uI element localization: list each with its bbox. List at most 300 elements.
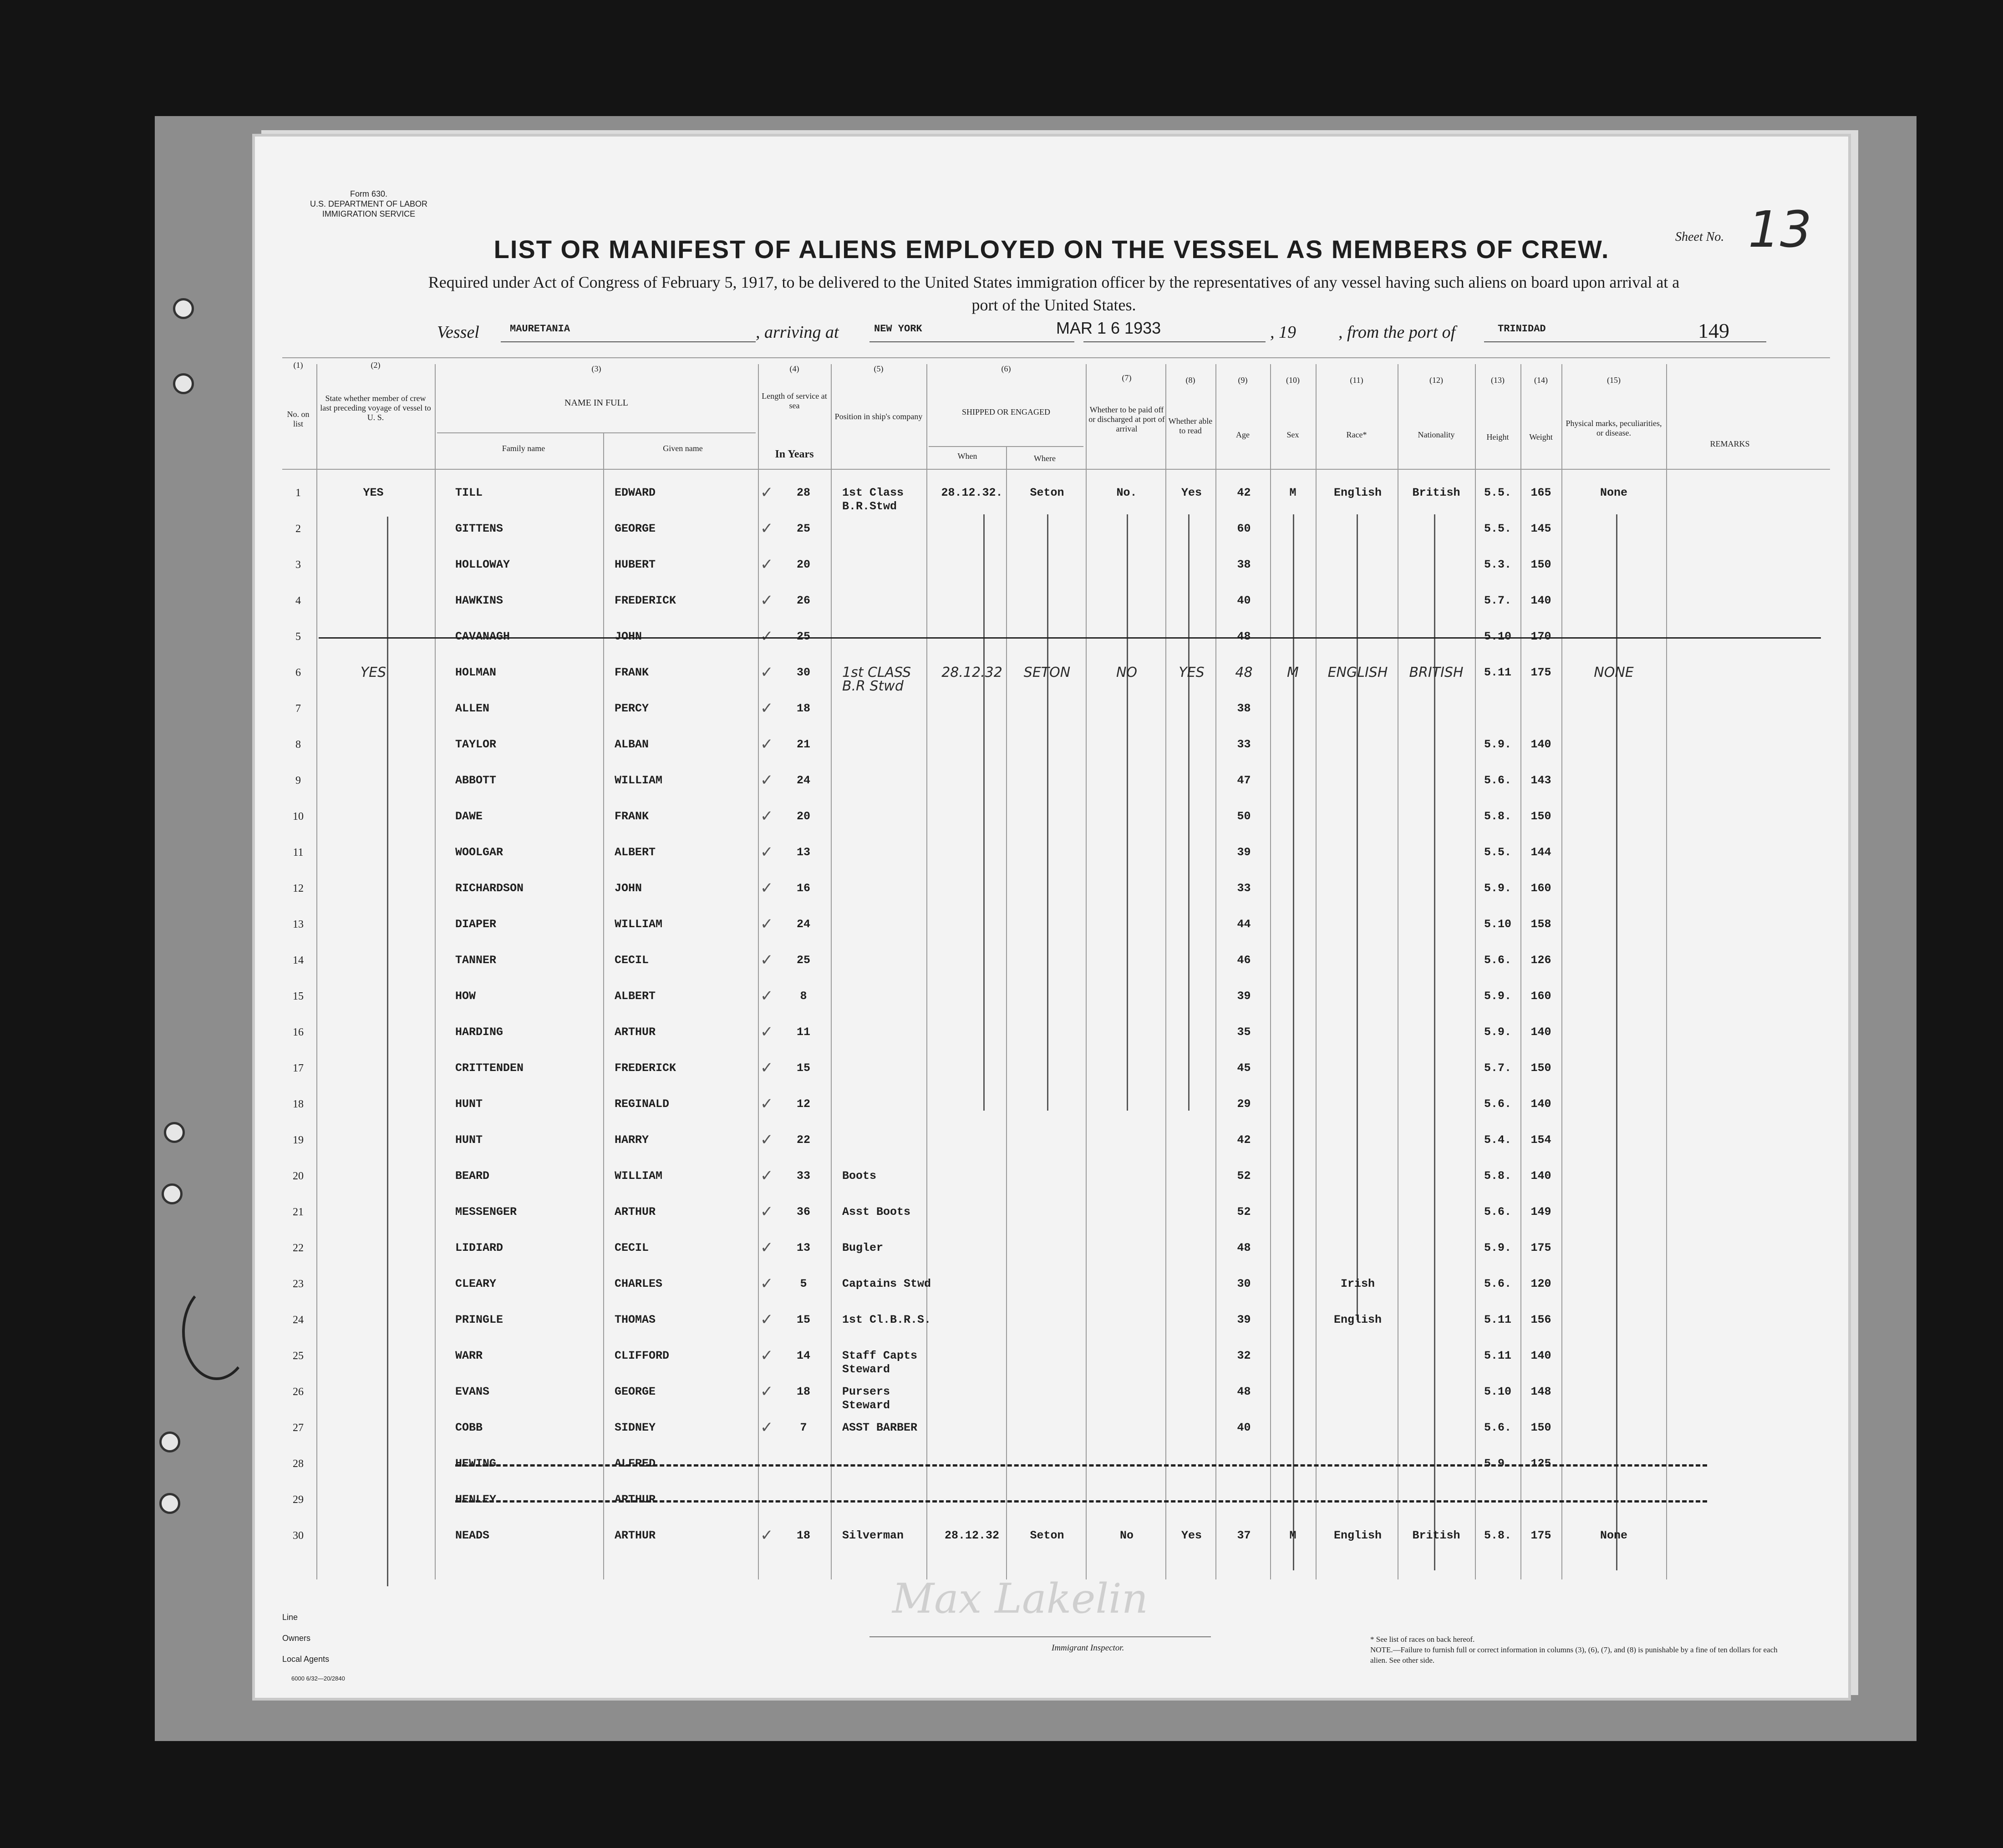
- footer-labels: [282, 1607, 329, 1670]
- cell-no: 10: [293, 811, 304, 822]
- cell-years: 15: [796, 1313, 810, 1326]
- arriving-label: , arriving at: [756, 323, 839, 342]
- cell-height: 5.10: [1484, 918, 1511, 931]
- cell-position: Pursers: [842, 1385, 890, 1398]
- cell-given: HARRY: [615, 1133, 649, 1147]
- cell-height: 5.6.: [1484, 1421, 1511, 1434]
- cell-height: 5.6.: [1484, 774, 1511, 787]
- cell-given: GEORGE: [615, 1385, 656, 1398]
- cell-years: 28: [796, 486, 810, 499]
- grid-col-rule: [1006, 446, 1007, 1579]
- cell-height: 5.7.: [1484, 1061, 1511, 1075]
- cell-position: Staff Capts: [842, 1349, 918, 1362]
- cell-height: 5.6.: [1484, 1097, 1511, 1111]
- cell-no: 28: [293, 1458, 304, 1470]
- cell-years: 13: [796, 1241, 810, 1254]
- col-num-4: (4): [789, 364, 799, 373]
- check-mark: ✓: [760, 916, 773, 933]
- inspector-label: Immigrant Inspector.: [1052, 1643, 1124, 1653]
- cell-height: 5.8.: [1484, 810, 1511, 823]
- cell-weight: 140: [1530, 1169, 1551, 1183]
- cell-years: 33: [796, 1169, 810, 1183]
- cell-age: 39: [1237, 846, 1251, 859]
- cell-when: 28.12.32: [941, 665, 1002, 680]
- cell-family: HARDING: [455, 1026, 503, 1039]
- cell-family: CAVANAGH: [455, 630, 510, 643]
- check-mark: ✓: [760, 664, 773, 681]
- ditto-mark: [983, 514, 985, 1111]
- cell-where: Seton: [1030, 1529, 1064, 1542]
- cell-given: WILLIAM: [615, 774, 663, 787]
- check-mark: ✓: [760, 988, 773, 1005]
- signature-line: [869, 1636, 1211, 1637]
- cell-height: 5.9.: [1484, 738, 1511, 751]
- grid-col-rule: [1165, 364, 1166, 1579]
- cell-given: ALBAN: [615, 738, 649, 751]
- page-number: 149: [1698, 319, 1729, 342]
- cell-years: 11: [796, 1026, 810, 1039]
- cell-years: 25: [796, 954, 810, 967]
- cell-position-line2: B.R.Stwd: [842, 500, 897, 513]
- col-num-9: (9): [1238, 376, 1248, 385]
- punch-hole: [164, 1122, 185, 1143]
- cell-age: 44: [1237, 918, 1251, 931]
- punch-hole: [173, 373, 194, 394]
- cell-no: 15: [293, 990, 304, 1002]
- cell-sex: M: [1289, 1529, 1296, 1542]
- cell-years: 12: [796, 1097, 810, 1111]
- cell-height: 5.5.: [1484, 486, 1511, 499]
- header-in-years: In Years: [775, 448, 814, 460]
- cell-years: 24: [796, 774, 810, 787]
- cell-no: 4: [295, 595, 301, 607]
- cell-height: 5.9.: [1484, 1241, 1511, 1254]
- grid-col-rule: [316, 364, 317, 1579]
- cell-height: 5.3.: [1484, 558, 1511, 571]
- cell-weight: 140: [1530, 1097, 1551, 1111]
- cell-position: ASST BARBER: [842, 1421, 918, 1434]
- cell-position-line2: Steward: [842, 1399, 890, 1412]
- grid-col-rule: [831, 364, 832, 1579]
- manifest-sheet: [255, 137, 1848, 1698]
- cell-height: 5.9.: [1484, 882, 1511, 895]
- cell-age: 60: [1237, 522, 1251, 535]
- grid-top-rule: [282, 357, 1830, 358]
- col-num-1: (1): [293, 360, 303, 370]
- year-label: , 19: [1270, 323, 1296, 342]
- cancel-dashed-line: [455, 1464, 1707, 1467]
- cell-age: 33: [1237, 738, 1251, 751]
- check-mark: ✓: [760, 1203, 773, 1220]
- check-mark: ✓: [760, 808, 773, 825]
- check-mark: ✓: [760, 1347, 773, 1364]
- grid-col-rule: [1561, 364, 1562, 1579]
- owners-label: Owners: [282, 1634, 311, 1643]
- cell-no: 30: [293, 1530, 304, 1542]
- cell-given: WILLIAM: [615, 918, 663, 931]
- cell-family: TAYLOR: [455, 738, 497, 751]
- cell-age: 30: [1237, 1277, 1251, 1290]
- punch-hole: [173, 298, 194, 319]
- cell-weight: 150: [1530, 1061, 1551, 1075]
- cell-years: 18: [796, 1529, 810, 1542]
- cell-when: 28.12.32.: [941, 486, 1003, 499]
- cell-weight: 156: [1530, 1313, 1551, 1326]
- from-port: TRINIDAD: [1498, 323, 1546, 335]
- document-title: LIST OR MANIFEST OF ALIENS EMPLOYED ON THE VESSEL AS MEMBERS OF CREW.: [493, 235, 1610, 264]
- cell-years: 25: [796, 522, 810, 535]
- cell-given: THOMAS: [615, 1313, 656, 1326]
- cell-weight: 148: [1530, 1385, 1551, 1398]
- cell-given: EDWARD: [615, 486, 656, 499]
- cell-given: ARTHUR: [615, 1026, 656, 1039]
- header-remarks: REMARKS: [1710, 439, 1750, 448]
- cell-years: 24: [796, 918, 810, 931]
- department-name: U.S. DEPARTMENT OF LABOR: [310, 199, 428, 208]
- cell-race: English: [1333, 1529, 1382, 1542]
- cell-no: 2: [295, 523, 301, 535]
- cell-given: REGINALD: [615, 1097, 670, 1111]
- inspector-signature: Max Lakelin: [892, 1575, 1148, 1623]
- cell-family: ALLEN: [455, 702, 490, 715]
- cell-age: 33: [1237, 882, 1251, 895]
- cell-when: 28.12.32: [944, 1529, 1000, 1542]
- cell-age: 37: [1237, 1529, 1251, 1542]
- cell-age: 47: [1237, 774, 1251, 787]
- check-mark: ✓: [760, 700, 773, 717]
- cell-given: ALFRED: [615, 1457, 656, 1470]
- cell-no: 1: [295, 487, 301, 499]
- cell-prev: YES: [360, 665, 386, 680]
- grid-col-rule: [1666, 364, 1667, 1579]
- cell-height: 5.9.: [1484, 1026, 1511, 1039]
- cancel-dashed-line: [455, 1500, 1707, 1503]
- cell-years: 14: [796, 1349, 810, 1362]
- cell-family: DAWE: [455, 810, 483, 823]
- check-mark: ✓: [760, 1096, 773, 1112]
- ditto-mark: [1188, 514, 1190, 1111]
- cell-race: English: [1333, 486, 1382, 499]
- arriving-underline: [869, 341, 1074, 342]
- punch-hole: [162, 1183, 183, 1204]
- check-mark: ✓: [760, 556, 773, 573]
- cell-height: 5.9.: [1484, 1457, 1511, 1470]
- cell-weight: 160: [1530, 882, 1551, 895]
- check-mark: ✓: [760, 1419, 773, 1436]
- cell-weight: 175: [1530, 1241, 1551, 1254]
- cell-prev: YES: [363, 486, 384, 499]
- cell-sex: M: [1287, 665, 1299, 680]
- check-mark: ✓: [760, 1383, 773, 1400]
- grid-col-rule: [1316, 364, 1317, 1579]
- col-num-6: (6): [1001, 364, 1011, 373]
- grid-col-rule: [435, 364, 436, 1579]
- vessel-label: Vessel: [437, 323, 479, 342]
- cell-position: Bugler: [842, 1241, 884, 1254]
- cell-height: 5.6.: [1484, 1277, 1511, 1290]
- cell-position: Boots: [842, 1169, 877, 1183]
- header-given-name: Given name: [663, 444, 703, 453]
- cell-weight: 125: [1530, 1457, 1551, 1470]
- cell-given: CLIFFORD: [615, 1349, 670, 1362]
- cell-where: Seton: [1030, 486, 1064, 499]
- cell-family: HUNT: [455, 1133, 483, 1147]
- cell-where: SETON: [1023, 665, 1071, 680]
- cell-height: 5.5.: [1484, 846, 1511, 859]
- check-mark: ✓: [760, 484, 773, 501]
- date-underline: [1083, 341, 1266, 342]
- cell-age: 38: [1237, 702, 1251, 715]
- sheet-number-value: 13: [1748, 200, 1812, 259]
- cell-weight: 140: [1530, 594, 1551, 607]
- grid-col-rule: [758, 364, 759, 1579]
- cell-age: 48: [1237, 1385, 1251, 1398]
- cell-no: 14: [293, 954, 304, 966]
- cell-family: BEARD: [455, 1169, 490, 1183]
- cell-age: 42: [1237, 486, 1251, 499]
- cell-weight: 149: [1530, 1205, 1551, 1218]
- check-mark: ✓: [760, 1024, 773, 1041]
- header-no-on-list: No. on list: [287, 410, 310, 428]
- check-mark: ✓: [760, 520, 773, 537]
- cell-no: 25: [293, 1350, 304, 1362]
- check-mark: ✓: [760, 772, 773, 789]
- form-number: Form 630.: [350, 189, 388, 198]
- cell-height: 5.5.: [1484, 522, 1511, 535]
- col-num-8: (8): [1185, 376, 1195, 385]
- cell-given: FRANK: [615, 810, 649, 823]
- cell-height: 5.10: [1484, 1385, 1511, 1398]
- cell-no: 27: [293, 1422, 304, 1434]
- cell-no: 9: [295, 775, 301, 787]
- cell-weight: 140: [1530, 738, 1551, 751]
- cell-no: 23: [293, 1278, 304, 1290]
- cell-age: 39: [1237, 990, 1251, 1003]
- cell-given: ARTHUR: [615, 1205, 656, 1218]
- cell-height: 5.8.: [1484, 1169, 1511, 1183]
- cell-no: 7: [295, 703, 301, 715]
- cell-no: 18: [293, 1098, 304, 1110]
- cell-no: 16: [293, 1026, 304, 1038]
- col-num-10: (10): [1286, 376, 1300, 385]
- cell-paid: NO: [1116, 665, 1138, 680]
- header-where: Where: [1034, 454, 1056, 463]
- cell-weight: 143: [1530, 774, 1551, 787]
- cell-given: CECIL: [615, 1241, 649, 1254]
- cell-weight: 140: [1530, 1349, 1551, 1362]
- grid-header-rule: [282, 469, 1830, 470]
- cell-age: 52: [1237, 1205, 1251, 1218]
- cell-age: 50: [1237, 810, 1251, 823]
- cell-given: FRANK: [615, 666, 649, 679]
- header-able-read: Whether able to read: [1168, 416, 1213, 435]
- cell-age: 40: [1237, 594, 1251, 607]
- header-family-name: Family name: [502, 444, 545, 453]
- footnote-races: * See list of races on back hereof.: [1370, 1635, 1475, 1644]
- header-shipped: SHIPPED OR ENGAGED: [961, 407, 1050, 416]
- cell-given: ARTHUR: [615, 1493, 656, 1506]
- cell-height: 5.6.: [1484, 954, 1511, 967]
- cell-race: ENGLISH: [1327, 665, 1388, 680]
- header-age: Age: [1236, 430, 1250, 439]
- cell-nationality: British: [1412, 1529, 1460, 1542]
- check-mark: ✓: [760, 952, 773, 969]
- cell-weight: 126: [1530, 954, 1551, 967]
- cell-no: 5: [295, 631, 301, 643]
- cell-years: 18: [796, 702, 810, 715]
- grid-col-rule: [1475, 364, 1476, 1579]
- cell-given: SIDNEY: [615, 1421, 656, 1434]
- cell-position: 1st Cl.B.R.S.: [842, 1313, 931, 1326]
- header-paid-off: Whether to be paid off or discharged at port of arrival: [1088, 405, 1165, 433]
- ditto-mark: [1047, 514, 1048, 1111]
- col-num-13: (13): [1491, 376, 1505, 385]
- cell-weight: 150: [1530, 810, 1551, 823]
- cell-age: 39: [1237, 1313, 1251, 1326]
- cell-given: JOHN: [615, 882, 642, 895]
- cell-no: 29: [293, 1494, 304, 1506]
- cell-family: DIAPER: [455, 918, 497, 931]
- grid-col-rule: [1215, 364, 1216, 1579]
- cell-age: 52: [1237, 1169, 1251, 1183]
- cell-family: COBB: [455, 1421, 483, 1434]
- cell-years: 8: [800, 990, 807, 1003]
- header-sex: Sex: [1286, 430, 1299, 439]
- check-mark: ✓: [760, 628, 773, 645]
- cell-family: TANNER: [455, 954, 497, 967]
- cell-family: PRINGLE: [455, 1313, 503, 1326]
- cell-age: 29: [1237, 1097, 1251, 1111]
- document-subtitle: Required under Act of Congress of February 5, 1917, to be delivered to the United States immigration officer by the representatives of any vessel having such aliens on board upon arrival at a port of the United States.: [428, 273, 1680, 314]
- cell-years: 21: [796, 738, 810, 751]
- cell-read: YES: [1179, 665, 1205, 680]
- cell-age: 48: [1235, 665, 1253, 680]
- cell-family: HUNT: [455, 1097, 483, 1111]
- binder-clip: [182, 1284, 251, 1380]
- check-mark: ✓: [760, 736, 773, 753]
- cell-family: MESSENGER: [455, 1205, 517, 1218]
- cell-years: 16: [796, 882, 810, 895]
- grid-col-rule: [1520, 364, 1521, 1579]
- cell-weight: 144: [1530, 846, 1551, 859]
- cell-years: 15: [796, 1061, 810, 1075]
- header-position: Position in ship's company: [834, 412, 923, 421]
- cell-height: 5.9.: [1484, 990, 1511, 1003]
- cell-position: 1st CLASS: [842, 665, 911, 680]
- cell-given: FREDERICK: [615, 594, 676, 607]
- cell-given: HUBERT: [615, 558, 656, 571]
- cell-no: 13: [293, 919, 304, 930]
- cell-given: CECIL: [615, 954, 649, 967]
- header-race: Race*: [1346, 430, 1367, 439]
- cell-family: CLEARY: [455, 1277, 497, 1290]
- punch-hole: [159, 1432, 180, 1452]
- cell-no: 20: [293, 1170, 304, 1182]
- header-nationality: Nationality: [1418, 430, 1455, 439]
- cell-weight: 150: [1530, 558, 1551, 571]
- check-mark: ✓: [760, 1527, 773, 1544]
- cell-no: 12: [293, 883, 304, 894]
- cell-family: LIDIARD: [455, 1241, 503, 1254]
- cell-family: CRITTENDEN: [455, 1061, 524, 1075]
- cell-years: 7: [800, 1421, 807, 1434]
- cell-position: Silverman: [842, 1529, 904, 1542]
- cell-years: 26: [796, 594, 810, 607]
- cell-height: 5.7.: [1484, 594, 1511, 607]
- cell-years: 20: [796, 810, 810, 823]
- cell-family: WARR: [455, 1349, 483, 1362]
- cell-weight: 160: [1530, 990, 1551, 1003]
- header-physical-marks: Physical marks, peculiarities, or disease.: [1566, 419, 1662, 437]
- cell-given: GEORGE: [615, 522, 656, 535]
- footnote: [1370, 1634, 1789, 1665]
- print-code: 6000 6/32—20/2840: [291, 1675, 345, 1682]
- vessel-underline: [501, 341, 756, 342]
- cell-family: EVANS: [455, 1385, 490, 1398]
- check-mark: ✓: [760, 1239, 773, 1256]
- cell-given: ALBERT: [615, 990, 656, 1003]
- cell-family: HAWKINS: [455, 594, 503, 607]
- cell-family: HENLEY: [455, 1493, 497, 1506]
- local-agents-label: Local Agents: [282, 1655, 330, 1664]
- cell-position: Asst Boots: [842, 1205, 911, 1218]
- cell-family: HOLMAN: [455, 666, 497, 679]
- cell-age: 38: [1237, 558, 1251, 571]
- cell-nationality: BRITISH: [1409, 665, 1464, 680]
- strike-through-line: [319, 637, 1821, 639]
- cell-no: 8: [295, 739, 301, 751]
- cell-position: Captains Stwd: [842, 1277, 931, 1290]
- cell-weight: 150: [1530, 1421, 1551, 1434]
- cell-no: 3: [295, 559, 301, 571]
- cell-weight: 175: [1530, 666, 1551, 679]
- grid-name-sub-rule: [437, 432, 756, 433]
- cell-position-line2: B.R Stwd: [842, 678, 904, 694]
- cell-family: HEWING: [455, 1457, 497, 1470]
- check-mark: ✓: [760, 1311, 773, 1328]
- cell-years: 36: [796, 1205, 810, 1218]
- footnote-penalty: NOTE.—Failure to furnish full or correct information in columns (3), (6), (7), and (8) is punishable by a fine of ten dollars for each alien. See other side.: [1370, 1645, 1778, 1665]
- cell-paid: No: [1119, 1529, 1134, 1542]
- arrival-date-stamp: MAR 1 6 1933: [1056, 319, 1161, 337]
- cell-given: JOHN: [615, 630, 642, 643]
- check-mark: ✓: [760, 844, 773, 861]
- grid-col-rule: [603, 432, 604, 1579]
- col-num-5: (5): [874, 364, 884, 373]
- col-num-14: (14): [1534, 376, 1548, 385]
- cell-given: PERCY: [615, 702, 649, 715]
- cell-paid: No.: [1116, 486, 1137, 499]
- sheet-number-label: Sheet No.: [1675, 230, 1724, 244]
- cell-height: 5.6.: [1484, 1205, 1511, 1218]
- cell-weight: 145: [1530, 522, 1551, 535]
- cell-marks: NONE: [1594, 665, 1634, 680]
- cell-height: 5.11: [1484, 1349, 1511, 1362]
- header-height: Height: [1486, 432, 1509, 442]
- cell-no: 24: [293, 1314, 304, 1326]
- col-num-11: (11): [1350, 376, 1363, 385]
- ditto-mark: [1357, 514, 1358, 1320]
- cell-family: TILL: [455, 486, 483, 499]
- cell-no: 26: [293, 1386, 304, 1398]
- cell-years: 20: [796, 558, 810, 571]
- cell-years: 5: [800, 1277, 807, 1290]
- cell-marks: None: [1600, 1529, 1627, 1542]
- cell-given: FREDERICK: [615, 1061, 676, 1075]
- check-mark: ✓: [760, 592, 773, 609]
- cell-no: 6: [295, 667, 301, 679]
- col-num-12: (12): [1429, 376, 1443, 385]
